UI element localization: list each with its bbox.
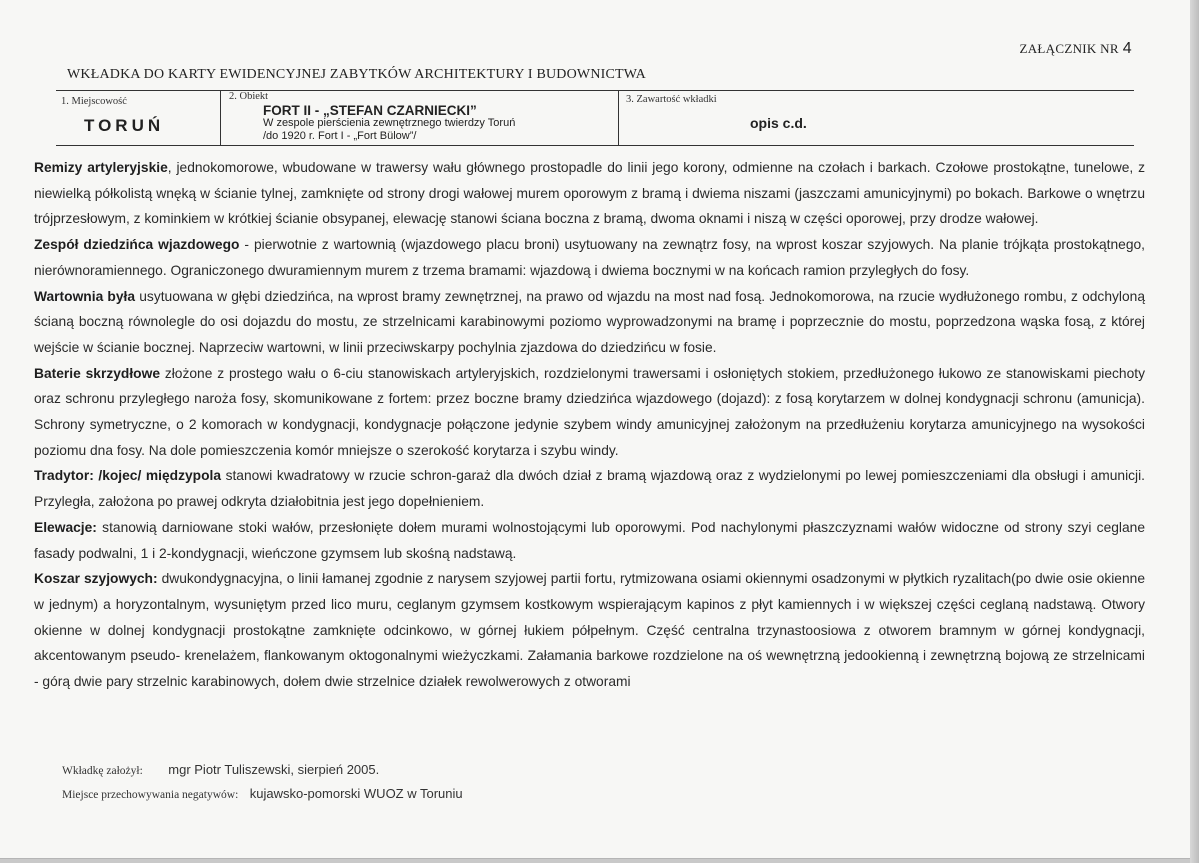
paragraph-text: , jednokomorowe, wbudowane w trawersy wału głównego prostopadle do linii jego korony, odmienne na czołach i barkach. Czołowe prostokątne, tunelowe, z niewielką półkolistą wnęką w ścianie tylnej, zamknięte od strony drogi wałowej murem oporowym z bramą i dwiema niszami (jaszczami amunicyjnymi) po bokach. Barkowe o wnętrzu trójprzesłowym, z kominkiem w krótkiej ścianie obsypanej, elewację stanowi ściana boczna z bramą, dwoma oknami i niszą w części oporowej, przy drodze wałowej. [34,160,1145,227]
content-label: 3. Zawartość wkładki [626,94,717,105]
paragraph-text: złożone z prostego wału o 6-ciu stanowiskach artyleryjskich, rozdzielonymi trawersami i osłoniętych stokiem, przedłużonego łukowo ze stanowiskami piechoty oraz schronu przyległego naroża fosy, skomunikowane z fortem: przez boczne bramy dziedzińca wjazdowego (dojazd): z fosą korytarzem w dolnej kondygnacji schronu (amunicja). Schrony symetryczne, o 2 komorach w kondygnacji, kondygnacje połączone jedynie szybem windy amunicyjnej założonym na przedłużeniu korytarza amunicyjnego na wysokości poziomu dna fosy. Na dole pomieszczenia komór mniejsze o szerokość korytarza i szybu windy. [34,365,1145,458]
object-subtitle-1: W zespole pierścienia zewnętrznego twierdzy Toruń [263,117,516,129]
paragraph-baterie [34,361,1145,464]
content-cell [618,91,1134,145]
paragraph-koszar [34,566,1145,695]
annex-number: 4 [1122,40,1132,57]
paragraph-text: stanowi kwadratowy w rzucie schron-garaż dla dwóch dział z bramą wjazdową oraz z wydzielonymi po lewej pomieszczeniami dla obsługi i amunicji. Przyległa, założona po prawej odkryta działobitnia jest jego dopełnieniem. [34,468,1146,510]
paragraph-zespol [34,232,1145,283]
annex-text: ZAŁĄCZNIK NR [1019,41,1119,56]
paragraph-wartownia [34,284,1145,361]
form-title: WKŁADKA DO KARTY EWIDENCYJNEJ ZABYTKÓW ARCHITEKTURY I BUDOWNICTWA [67,67,646,82]
paragraph-remizy [34,155,1145,232]
paragraph-heading: Zespół dziedzińca wjazdowego [34,237,240,253]
content-value: opis c.d. [750,115,807,131]
paragraph-heading: Tradytor: /kojec/ międzypola [34,468,222,484]
annex-label [1020,40,1133,58]
locality-cell [56,91,220,145]
object-label: 2. Obiekt [229,91,269,102]
paragraph-text: usytuowana w głębi dziedzińca, na wprost bramy zewnętrznej, na prawo od wjazdu na most nad fosą. Jednokomorowa, na rzucie wydłużonego rombu, z odchyloną ścianą boczną równolegle do osi dojazdu do mostu, ze strzelnicami karabinowymi poziomo wyprowadzonymi na bramę i poprzecznie do mostu, poprzedzona wąska fosą, z której wejście w ścianie bocznej. Naprzeciw wartowni, w linii przeciwskarpy pochylnia zjazdowa do dziedzińcu w fosie. [34,288,1145,355]
paragraph-heading: Baterie skrzydłowe [34,365,160,381]
author-value: mgr Piotr Tuliszewski, sierpień 2005. [168,762,380,777]
paragraph-elewacje [34,515,1145,566]
footer-author [62,762,379,777]
scan-edge [1190,0,1199,863]
object-cell [220,91,619,145]
author-label: Wkładkę założył: [62,765,143,777]
paragraph-heading: Koszar szyjowych: [34,571,158,587]
header-table [56,90,1134,146]
footer-storage [62,786,463,801]
paragraph-text: stanowią darniowane stoki wałów, przesłonięte dołem murami wolnostojącymi lub oporowymi. Pod nachylonymi płaszczyznami wałów widoczne od strony szyi ceglane fasady podwalni, 1 i 2-kondygnacji, wieńczone gzymsem lub skośną nadstawą. [34,519,1145,561]
storage-value: kujawsko-pomorski WUOZ w Toruniu [249,786,463,801]
paragraph-heading: Wartownia była [34,288,136,304]
paragraph-text: dwukondygnacyjna, o linii łamanej zgodnie z narysem szyjowej partii fortu, rytmizowana osiami okiennymi osadzonymi w płytkich ryzalitach(po dwie osie okienne w jednym) a horyzontalnym, wysuniętym przed lico muru, ceglanym gzymsem kostkowym wspierającym kapinos z płyt kamiennych i w większej części ceglaną nadstawą. Otwory okienne w dolnej kondygnacji prostokątne zamknięte odcinkowo, w górnej łukiem półpełnym. Część centralna trzynastoosiowa z otworem bramnym w górnej kondygnacji, akcentowanym pseudo- krenelażem, flankowanym oktogonalnymi wieżyczkami. Załamania barkowe rozdzielone na oś wewnętrzną jedookienną i zewnętrzną bojową ze strzelnicami - górą dwie pary strzelnic karabinowych, dołem dwie strzelnice działek rewolwerowych z otworami [34,571,1146,690]
paragraph-text: - pierwotnie z wartownią (wjazdowego placu broni) usytuowany na zewnątrz fosy, na wprost koszar szyjowych. Na planie trójkąta prostokątnego, nierównoramiennego. Ograniczonego dwuramiennym murem z trzema bramami: wjazdową i dwiema bocznymi w na końcach ramion przyległych do fosy. [34,237,1145,278]
paragraph-heading: Remizy artyleryjskie [34,160,168,175]
paragraph-tradytor [34,463,1145,514]
locality-value: TORUŃ [84,116,165,135]
object-subtitle-2: /do 1920 r. Fort I - „Fort Bülow”/ [263,130,417,142]
paragraph-heading: Elewacje: [34,519,97,535]
locality-label: 1. Miejscowość [61,96,127,107]
storage-label: Miejsce przechowywania negatywów: [62,789,239,801]
description-body [34,155,1145,695]
object-name: FORT II - „STEFAN CZARNIECKI” [263,103,477,118]
